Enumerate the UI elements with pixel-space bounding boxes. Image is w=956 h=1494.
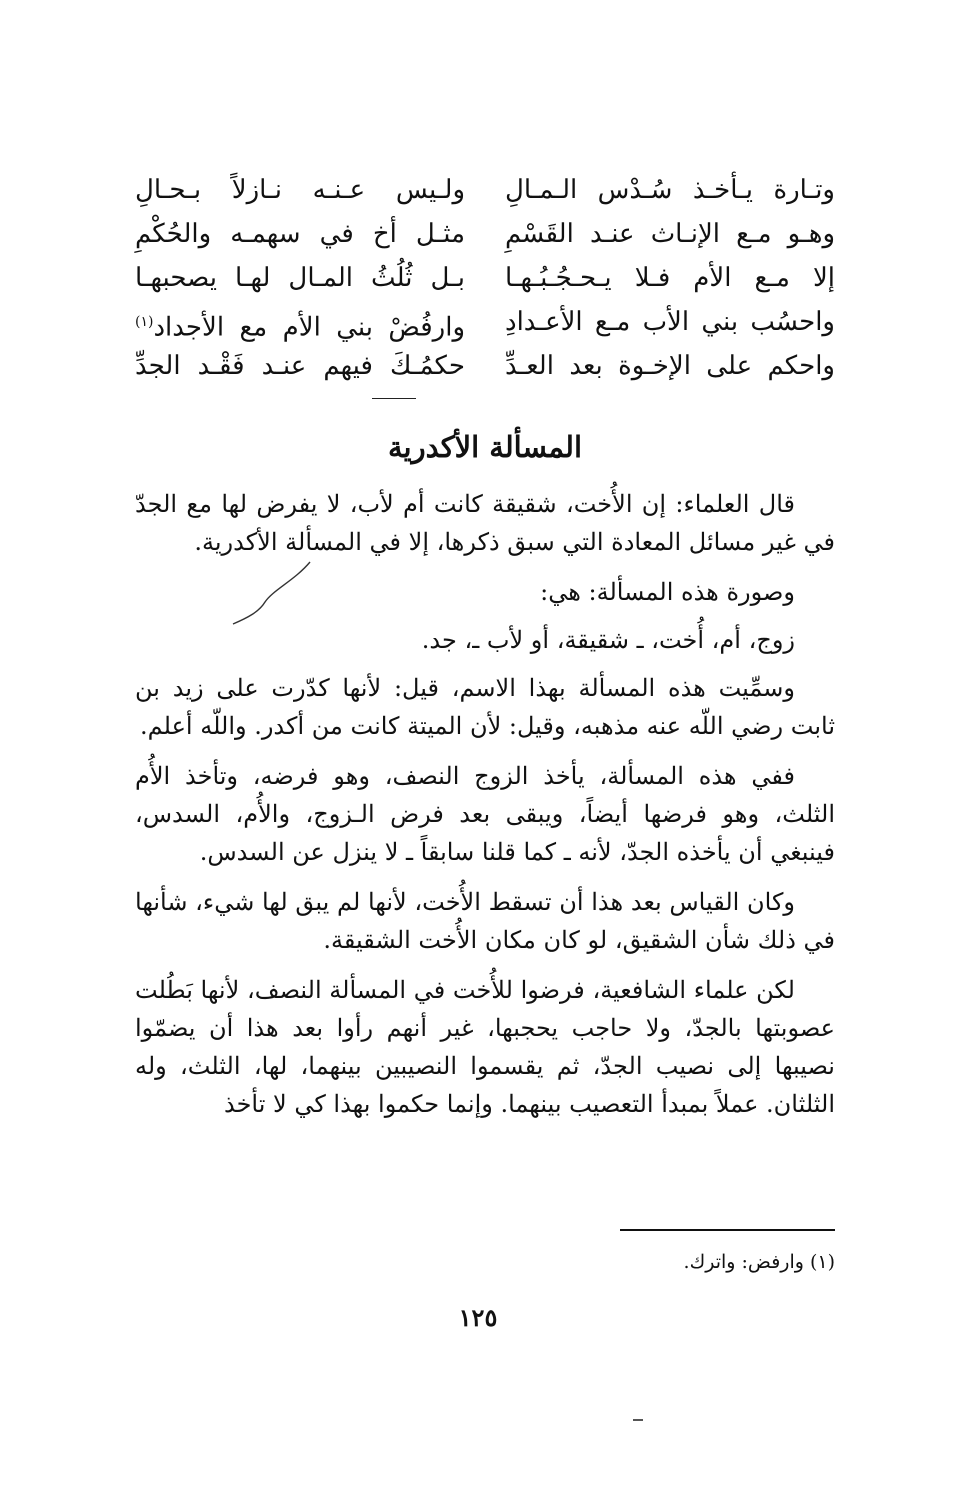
pen-scribble-mark bbox=[225, 560, 315, 630]
poem-verse bbox=[135, 168, 835, 212]
verse-second-hemistich: مثـل أخ في سهمـه والحُكْمِ bbox=[135, 219, 465, 249]
page-number: ١٢٥ bbox=[458, 1303, 498, 1332]
poem-verse bbox=[135, 344, 835, 388]
verse-first-hemistich: إلا مـع الأم فـلا يـحـجُـبُـهـا bbox=[505, 263, 835, 293]
scan-speck bbox=[633, 1419, 643, 1421]
poem-verse bbox=[135, 256, 835, 300]
poem-verse bbox=[135, 212, 835, 256]
verse-second-hemistich: بـل ثُلُثُ المـال لهـا يصحبهـا bbox=[135, 263, 465, 293]
paragraph: قال العلماء: إن الأُخت، شقيقة كانت أم لأب، لا يفرض لها مع الجدّ في غير مسائل المعادة التي سبق ذكرها، إلا في المسألة الأكدرية. bbox=[135, 490, 835, 556]
verse-second-hemistich: حكمُـكَ فيهم عنـد فَقْـد الجدِّ bbox=[135, 351, 465, 381]
verse-text: وارفُضْ بني الأم مع الأجداد bbox=[153, 312, 465, 343]
poem-end-rule bbox=[372, 398, 416, 399]
footnote: (١) وارفض: واترك. bbox=[683, 1251, 835, 1273]
footnote-rule bbox=[620, 1229, 835, 1231]
section-title: المسألة الأكدرية bbox=[387, 430, 583, 464]
verse-first-hemistich: واحكم على الإخـوة بعد العـدِّ bbox=[505, 351, 835, 381]
paragraph: وصورة هذه المسألة: هي: bbox=[540, 578, 795, 606]
verse-first-hemistich: وهـو مـع الإنـاث عنـد القَسْمِ bbox=[505, 219, 835, 249]
paragraph: زوج، أم، أُخت، ـ شقيقة، أو لأب ـ، جد. bbox=[421, 626, 795, 654]
verse-second-hemistich bbox=[135, 300, 465, 344]
paragraph: لكن علماء الشافعية، فرضوا للأُخت في المسألة النصف، لأنها بَطُلت عصوبتها بالجدّ، ولا حاجب يحجبها، غير أنهم رأوا بعد هذا أن يضمّوا نصيبها إلى نصيب الجدّ، ثم يقسموا النصيبين بينهما، لها، الثلث، وله الثلثان. عملاً بمبدأ التعصيب بينهما. وإنما حكموا بهذا كي لا تأخذ bbox=[135, 976, 835, 1118]
verse-second-hemistich: ولـيس عـنـه نـازلاً بـحـالِ bbox=[135, 175, 465, 205]
footnote-marker: (١) bbox=[135, 314, 154, 330]
poem-verse bbox=[135, 300, 835, 344]
verse-first-hemistich: واحسُب بني الأب مـع الأعـدادِ bbox=[505, 307, 835, 337]
verse-first-hemistich: وتـارة يـأخـذ سُـدْس الـمـالِ bbox=[505, 175, 835, 205]
poem bbox=[135, 168, 835, 388]
paragraph: ففي هذه المسألة، يأخذ الزوج النصف، وهو فرضه، وتأخذ الأُم الثلث، وهو فرضها أيضاً، ويبقى بعد فرض الـزوج، والأُم، السدس، فينبغي أن يأخذه الجدّ، لأنه ـ كما قلنا سابقاً ـ لا ينزل عن السدس. bbox=[135, 762, 835, 866]
paragraph: وكان القياس بعد هذا أن تسقط الأُخت، لأنها لم يبق لها شيء، شأنها في ذلك شأن الشقيق، لو كان مكان الأُخت الشقيقة. bbox=[135, 888, 835, 954]
paragraph: وسمِّيت هذه المسألة بهذا الاسم، قيل: لأنها كدّرت على زيد بن ثابت رضي اللّه عنه مذهبه، وقيل: لأن الميتة كانت من أكدر. واللّه أعلم. bbox=[135, 674, 835, 740]
